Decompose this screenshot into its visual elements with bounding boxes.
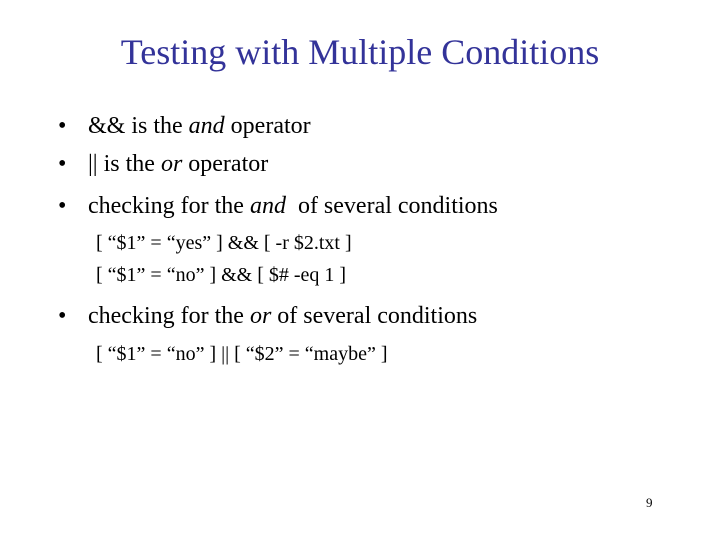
bullet-or-operator	[58, 150, 268, 178]
bullet-and-conditions	[58, 192, 498, 220]
bullet-dot-icon: •	[58, 193, 67, 219]
bullet-text: checking for the	[88, 303, 250, 329]
bullet-dot-icon: •	[58, 151, 67, 177]
code-example-and-2: [ “$1” = “no” ] && [ $# -eq 1 ]	[96, 264, 347, 286]
bullet-emphasis: and	[188, 113, 225, 139]
bullet-text: of several conditions	[271, 303, 478, 329]
bullet-text: && is the	[88, 113, 189, 139]
bullet-dot-icon: •	[58, 113, 67, 139]
bullet-and-operator	[58, 112, 311, 140]
bullet-or-conditions	[58, 302, 477, 330]
slide-title: Testing with Multiple Conditions	[120, 32, 600, 72]
bullet-emphasis: or	[249, 303, 272, 329]
code-example-and-1: [ “$1” = “yes” ] && [ -r $2.txt ]	[96, 232, 352, 254]
bullet-text: checking for the	[88, 193, 250, 219]
bullet-emphasis: or	[160, 151, 183, 177]
page-number: 9	[646, 495, 653, 510]
bullet-emphasis: and	[249, 193, 286, 219]
code-example-or: [ “$1” = “no” ] || [ “$2” = “maybe” ]	[96, 343, 388, 365]
bullet-text: of several conditions	[285, 193, 498, 219]
bullet-text: || is the	[88, 151, 161, 177]
bullet-dot-icon: •	[58, 303, 67, 329]
bullet-text: operator	[182, 151, 269, 177]
bullet-text: operator	[224, 113, 311, 139]
